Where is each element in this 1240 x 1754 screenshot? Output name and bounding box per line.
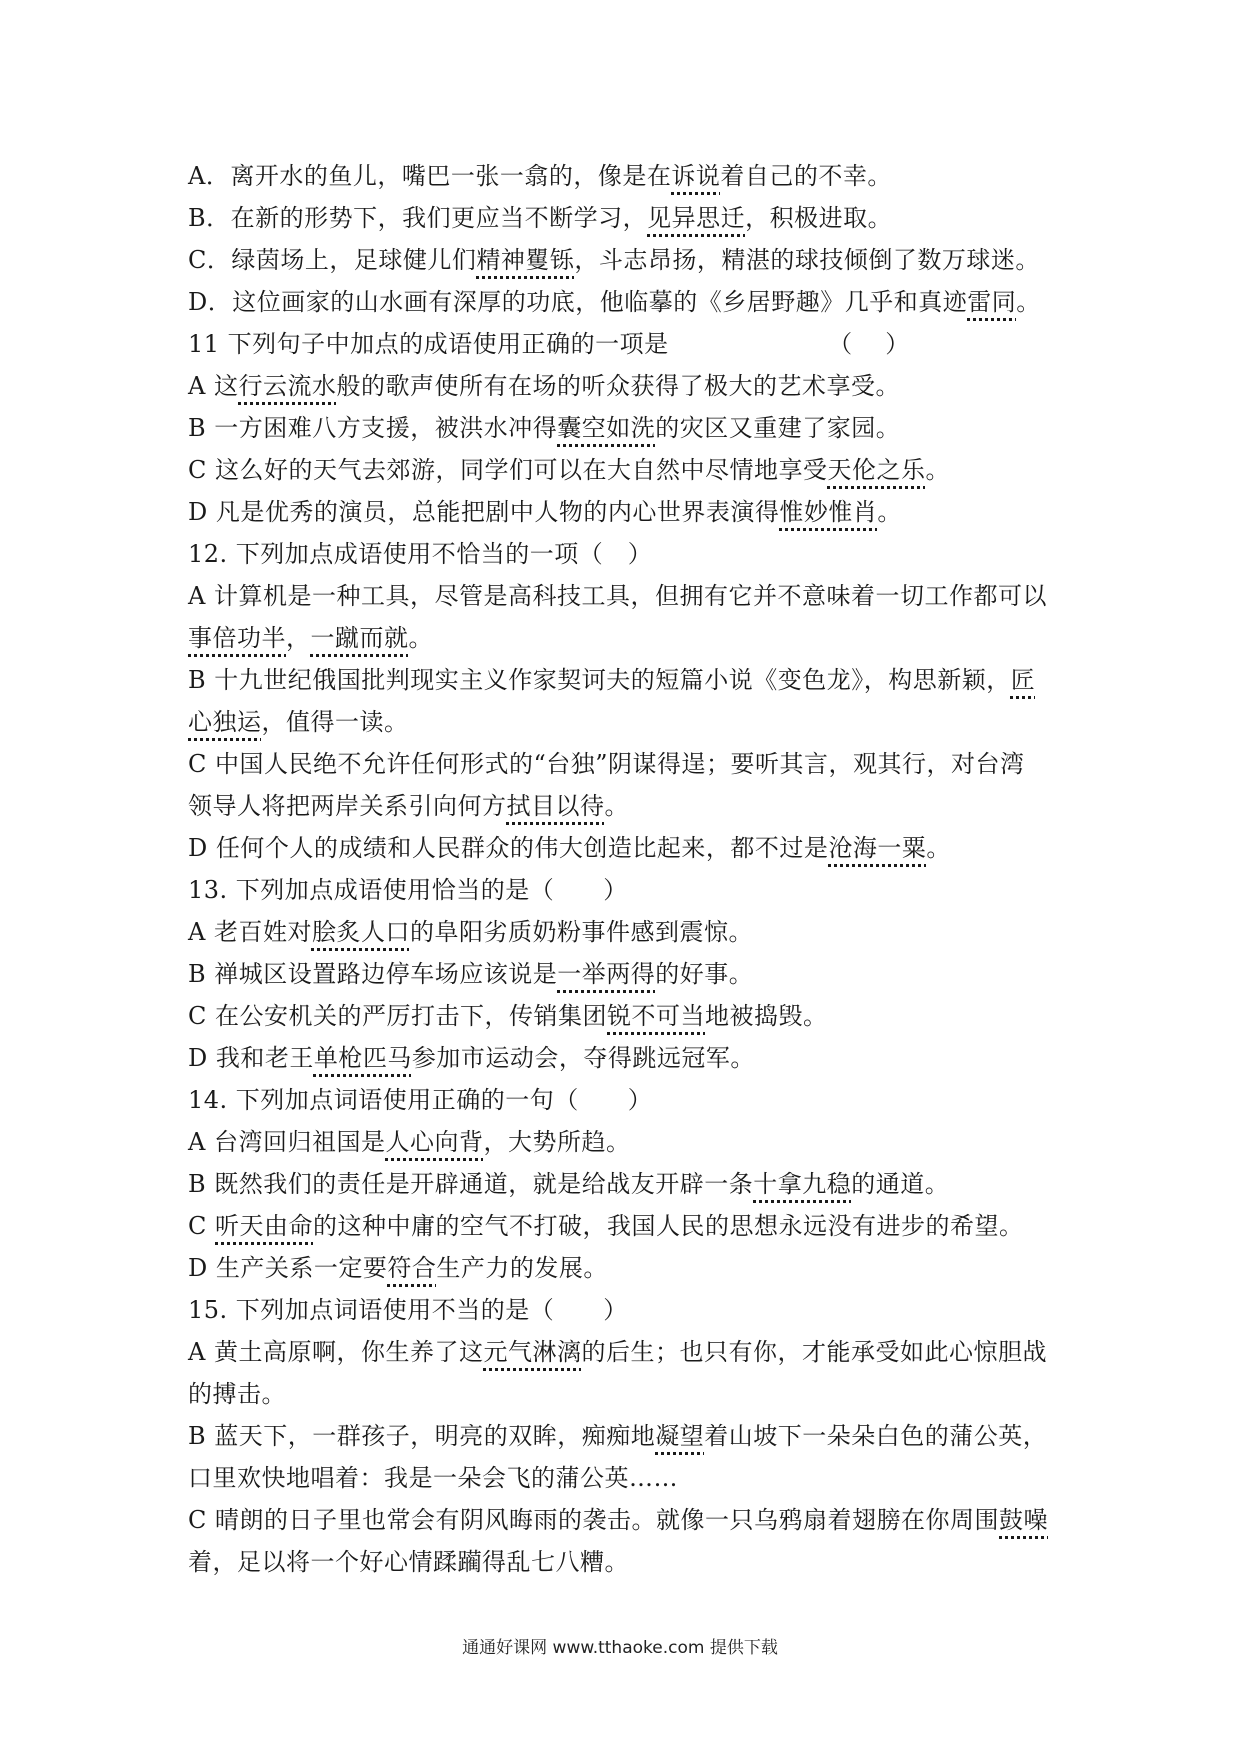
dotted-emphasis: 锐不可当 <box>607 1002 705 1030</box>
text-line <box>188 659 1068 701</box>
text-line <box>188 1541 1068 1583</box>
text-segment: ，积极进取。 <box>745 204 893 232</box>
text-segment: 15. 下列加点词语使用不当的是（ ） <box>188 1296 628 1324</box>
text-segment: 。 <box>926 834 951 862</box>
dotted-emphasis: 囊空如洗 <box>557 414 656 442</box>
text-line <box>188 1331 1068 1373</box>
dotted-emphasis: 元气淋漓 <box>483 1338 582 1366</box>
text-segment: C <box>188 1212 215 1240</box>
dotted-emphasis: 一举两得 <box>557 960 656 988</box>
text-segment: 的阜阳劣质奶粉事件感到震惊。 <box>409 918 753 946</box>
text-line <box>188 1163 1068 1205</box>
text-line <box>188 869 1068 911</box>
text-line <box>188 197 1068 239</box>
dotted-emphasis: 鼓噪 <box>999 1506 1048 1534</box>
text-segment: 的灾区又重建了家园。 <box>655 414 901 442</box>
text-segment: 参加市运动会，夺得跳远冠军。 <box>411 1044 755 1072</box>
text-segment: D 我和老王 <box>188 1044 314 1072</box>
text-line <box>188 953 1068 995</box>
text-segment: ，斗志昂扬，精湛的球技倾倒了数万球迷。 <box>574 246 1040 274</box>
dotted-emphasis: 符合 <box>387 1254 437 1282</box>
text-segment: 的后生；也只有你，才能承受如此心惊胆战 <box>581 1338 1047 1366</box>
text-line <box>188 1415 1068 1457</box>
text-line <box>188 827 1068 869</box>
document-body <box>188 155 1068 1583</box>
dotted-emphasis: 脍炙人口 <box>311 918 410 946</box>
dotted-emphasis: 事倍功半 <box>188 624 286 652</box>
text-segment: 着山坡下一朵朵白色的蒲公英， <box>704 1422 1048 1450</box>
text-segment: D．这位画家的山水画有深厚的功底，他临摹的《乡居野趣》几乎和真迹 <box>188 288 968 316</box>
text-line <box>188 365 1068 407</box>
text-segment: 11 下列句子中加点的成语使用正确的一项是 （ ） <box>188 330 910 358</box>
text-segment: 12. 下列加点成语使用不恰当的一项（ ） <box>188 540 653 568</box>
dotted-emphasis: 听天由命 <box>215 1212 313 1240</box>
text-segment: B 禅城区设置路边停车场应该说是 <box>188 960 558 988</box>
text-line <box>188 281 1068 323</box>
text-line <box>188 407 1068 449</box>
text-segment: 的搏击。 <box>188 1380 286 1408</box>
text-line <box>188 1037 1068 1079</box>
text-line <box>188 1121 1068 1163</box>
text-segment: D 生产关系一定要 <box>188 1254 388 1282</box>
text-segment: 14. 下列加点词语使用正确的一句（ ） <box>188 1086 653 1114</box>
text-line <box>188 575 1068 617</box>
text-line <box>188 1457 1068 1499</box>
dotted-emphasis: 凝望 <box>655 1422 705 1450</box>
text-segment: 领导人将把两岸关系引向何方 <box>188 792 507 820</box>
text-line <box>188 323 1068 365</box>
text-segment: A 这 <box>188 372 239 400</box>
text-segment: C．绿茵场上，足球健儿们 <box>188 246 477 274</box>
text-segment: 。 <box>408 624 433 652</box>
text-segment: A 台湾回归祖国是 <box>188 1128 386 1156</box>
text-segment: 的这种中庸的空气不打破，我国人民的思想永远没有进步的希望。 <box>313 1212 1024 1240</box>
text-segment: B 一方困难八方支援，被洪水冲得 <box>188 414 558 442</box>
text-line <box>188 1247 1068 1289</box>
text-segment: B 十九世纪俄国批判现实主义作家契诃夫的短篇小说《变色龙》，构思新颖， <box>188 666 1011 694</box>
text-line <box>188 1499 1068 1541</box>
text-segment: 。 <box>925 456 950 484</box>
dotted-emphasis: 人心向背 <box>385 1128 484 1156</box>
text-segment: B 既然我们的责任是开辟通道，就是给战友开辟一条 <box>188 1170 754 1198</box>
dotted-emphasis: 沧海一粟 <box>828 834 927 862</box>
text-line <box>188 449 1068 491</box>
text-segment: 。 <box>604 792 629 820</box>
text-line <box>188 1289 1068 1331</box>
dotted-emphasis: 诉说 <box>671 162 721 190</box>
text-segment: A 黄土高原啊，你生养了这 <box>188 1338 484 1366</box>
dotted-emphasis: 单枪匹马 <box>313 1044 412 1072</box>
text-segment: B 蓝天下，一群孩子，明亮的双眸，痴痴地 <box>188 1422 656 1450</box>
text-segment: 着自己的不幸。 <box>720 162 892 190</box>
text-line <box>188 1079 1068 1121</box>
text-segment: ， <box>286 624 311 652</box>
text-line <box>188 743 1068 785</box>
text-segment: C 在公安机关的严厉打击下，传销集团 <box>188 1002 607 1030</box>
text-line <box>188 491 1068 533</box>
text-segment: 生产力的发展。 <box>436 1254 608 1282</box>
text-segment: D 任何个人的成绩和人民群众的伟大创造比起来，都不过是 <box>188 834 829 862</box>
text-segment: ，值得一读。 <box>261 708 409 736</box>
text-segment: A 计算机是一种工具，尽管是高科技工具，但拥有它并不意味着一切工作都可以 <box>188 582 1047 610</box>
dotted-emphasis: 天伦之乐 <box>827 456 926 484</box>
text-segment: C 这么好的天气去郊游，同学们可以在大自然中尽情地享受 <box>188 456 828 484</box>
text-segment: C 晴朗的日子里也常会有阴风晦雨的袭击。就像一只乌鸦扇着翅膀在你周围 <box>188 1506 999 1534</box>
text-segment: A．离开水的鱼儿，嘴巴一张一翕的，像是在 <box>188 162 672 190</box>
text-segment: 。 <box>877 498 902 526</box>
text-segment: 着，足以将一个好心情蹂躏得乱七八糟。 <box>188 1548 629 1576</box>
text-segment: ，大势所趋。 <box>483 1128 631 1156</box>
text-segment: C 中国人民绝不允许任何形式的“台独”阴谋得逞；要听其言，观其行，对台湾 <box>188 750 1025 778</box>
dotted-emphasis: 精神矍铄 <box>476 246 575 274</box>
dotted-emphasis: 一蹴而就 <box>310 624 409 652</box>
dotted-emphasis: 见异思迁 <box>647 204 746 232</box>
text-line <box>188 533 1068 575</box>
text-line <box>188 1373 1068 1415</box>
text-line <box>188 239 1068 281</box>
text-segment: 13. 下列加点成语使用恰当的是（ ） <box>188 876 628 904</box>
dotted-emphasis: 行云流水 <box>238 372 337 400</box>
footer-download-note: 通通好课网 www.tthaoke.com 提供下载 <box>462 1638 778 1658</box>
text-line <box>188 701 1068 743</box>
text-segment: 。 <box>1016 288 1041 316</box>
text-line <box>188 617 1068 659</box>
text-segment: B．在新的形势下，我们更应当不断学习， <box>188 204 648 232</box>
text-segment: D 凡是优秀的演员，总能把剧中人物的内心世界表演得 <box>188 498 780 526</box>
dotted-emphasis: 匠 <box>1010 666 1036 694</box>
text-segment: 口里欢快地唱着：我是一朵会飞的蒲公英…… <box>188 1464 678 1492</box>
text-line <box>188 1205 1068 1247</box>
text-segment: 地被捣毁。 <box>705 1002 828 1030</box>
dotted-emphasis: 拭目以待 <box>506 792 605 820</box>
dotted-emphasis: 心独运 <box>188 708 262 736</box>
text-line <box>188 155 1068 197</box>
text-segment: 的好事。 <box>655 960 754 988</box>
dotted-emphasis: 惟妙惟肖 <box>779 498 878 526</box>
text-segment: 般的歌声使所有在场的听众获得了极大的艺术享受。 <box>336 372 900 400</box>
text-segment: A 老百姓对 <box>188 918 312 946</box>
text-line <box>188 995 1068 1037</box>
dotted-emphasis: 雷同 <box>967 288 1017 316</box>
dotted-emphasis: 十拿九稳 <box>753 1170 852 1198</box>
text-segment: 的通道。 <box>851 1170 950 1198</box>
text-line <box>188 785 1068 827</box>
text-line <box>188 911 1068 953</box>
